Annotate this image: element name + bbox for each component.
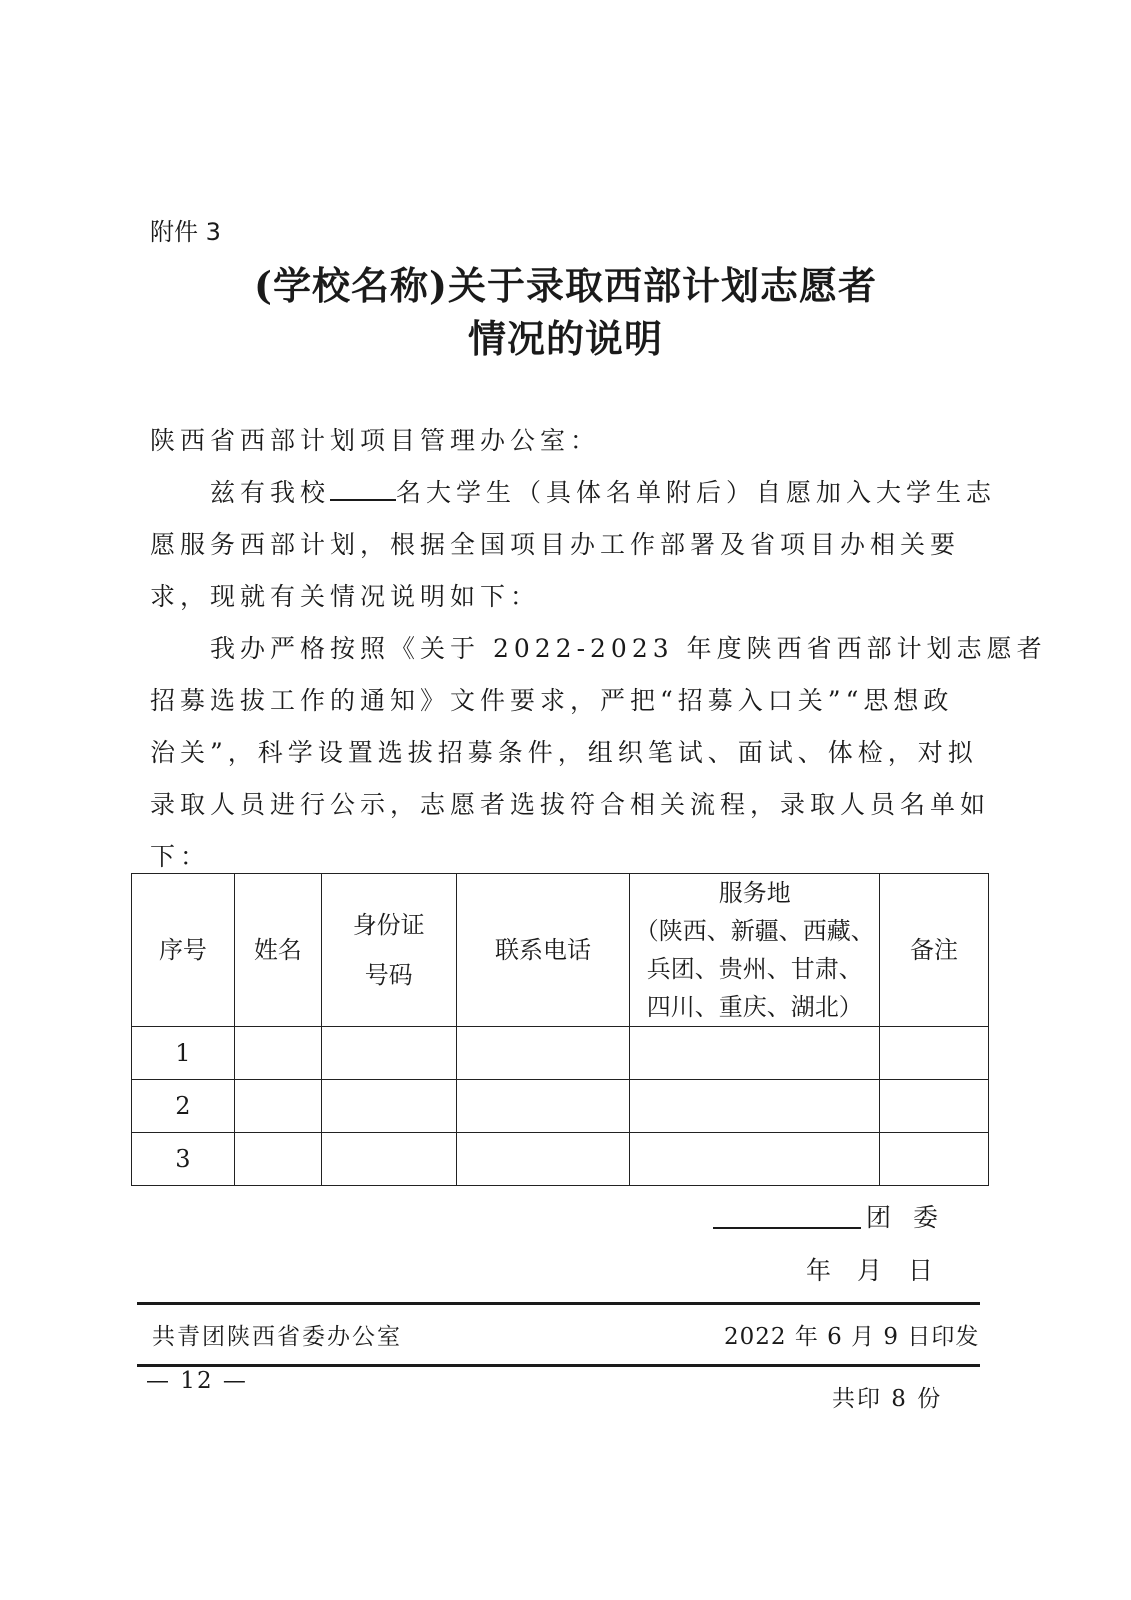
cell-service-location[interactable] — [630, 1133, 880, 1186]
footer-issue-date: 2022 年 6 月 9 日印发 — [724, 1324, 980, 1350]
cell-remarks[interactable] — [880, 1027, 989, 1080]
signature-date-placeholder: 年月日 — [806, 1256, 960, 1285]
cell-phone[interactable] — [456, 1133, 630, 1186]
row-seq: 2 — [132, 1080, 235, 1133]
header-phone: 联系电话 — [456, 874, 630, 1027]
paragraph2-line3: 治关”，科学设置选拔招募条件，组织笔试、面试、体检，对拟 — [150, 738, 978, 767]
header-id-line1: 身份证 — [352, 911, 425, 939]
signature-org-suffix: 团委 — [866, 1203, 961, 1232]
header-service-line4: 四川、重庆、湖北） — [646, 993, 863, 1021]
student-count-blank — [330, 477, 396, 501]
paragraph2-line4: 录取人员进行公示，志愿者选拔符合相关流程，录取人员名单如 — [150, 790, 991, 819]
paragraph2-line5: 下： — [150, 842, 211, 871]
paragraph1-text-before-blank: 兹有我校 — [210, 478, 331, 507]
header-id-number — [321, 874, 456, 1027]
table-row — [132, 1133, 989, 1186]
footer-bottom-rule — [137, 1364, 980, 1367]
document-title-line1: (学校名称)关于录取西部计划志愿者 — [254, 263, 877, 308]
header-service-location — [630, 874, 880, 1027]
salutation: 陕西省西部计划项目管理办公室： — [150, 426, 601, 455]
table-header-row — [132, 874, 989, 1027]
cell-name[interactable] — [234, 1027, 321, 1080]
cell-name[interactable] — [234, 1080, 321, 1133]
cell-phone[interactable] — [456, 1080, 630, 1133]
paragraph1-line3: 求，现就有关情况说明如下： — [150, 582, 541, 611]
footer-copies: 共印 8 份 — [832, 1386, 943, 1412]
page-number: — 12 — — [146, 1368, 248, 1394]
cell-remarks[interactable] — [880, 1080, 989, 1133]
cell-id-number[interactable] — [321, 1027, 456, 1080]
header-seq: 序号 — [132, 874, 235, 1027]
paragraph1-line2: 愿服务西部计划，根据全国项目办工作部署及省项目办相关要 — [150, 530, 961, 559]
paragraph2-line1: 我办严格按照《关于 2022-2023 年度陕西省西部计划志愿者 — [210, 634, 1047, 663]
header-service-line2: （陕西、新疆、西藏、 — [634, 917, 875, 945]
paragraph1-line1 — [210, 473, 996, 509]
header-name: 姓名 — [234, 874, 321, 1027]
footer-top-rule — [137, 1302, 980, 1305]
table-row — [132, 1080, 989, 1133]
cell-id-number[interactable] — [321, 1080, 456, 1133]
row-seq: 1 — [132, 1027, 235, 1080]
cell-service-location[interactable] — [630, 1027, 880, 1080]
cell-service-location[interactable] — [630, 1080, 880, 1133]
paragraph1-text-after-blank: 名大学生（具体名单附后）自愿加入大学生志 — [396, 478, 997, 507]
header-remarks: 备注 — [880, 874, 989, 1027]
header-id-line2: 号码 — [364, 961, 413, 989]
attachment-label: 附件 3 — [150, 218, 221, 246]
row-seq: 3 — [132, 1133, 235, 1186]
document-title-line2: 情况的说明 — [467, 316, 663, 361]
cell-name[interactable] — [234, 1133, 321, 1186]
paragraph2-line2: 招募选拔工作的通知》文件要求，严把“招募入口关”“思想政 — [150, 686, 954, 715]
footer-issuer: 共青团陕西省委办公室 — [152, 1324, 402, 1350]
cell-id-number[interactable] — [321, 1133, 456, 1186]
table-row — [132, 1027, 989, 1080]
organization-name-blank — [713, 1227, 861, 1229]
cell-remarks[interactable] — [880, 1133, 989, 1186]
cell-phone[interactable] — [456, 1027, 630, 1080]
header-service-line3: 兵团、贵州、甘肃、 — [646, 955, 863, 983]
header-service-line1: 服务地 — [718, 879, 791, 907]
volunteer-roster-table — [131, 873, 989, 1186]
